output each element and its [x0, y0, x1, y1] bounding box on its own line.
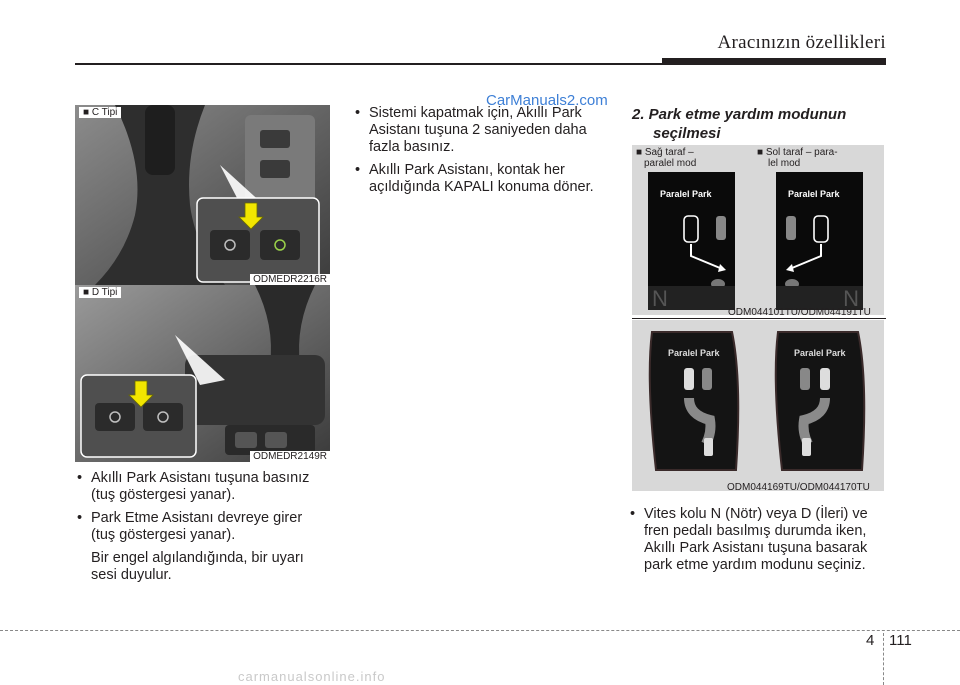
gear-indicator: N [652, 286, 668, 311]
gear-indicator: N [843, 286, 859, 311]
cluster-display-illustration [632, 320, 884, 491]
middle-bullet-list [353, 105, 609, 202]
figure-c-type [75, 105, 330, 285]
right-bullet-list [628, 506, 886, 580]
list-item-text: • Vites kolu N (Nötr) veya D (İleri) ve [644, 506, 868, 522]
gear-console-photo-d [75, 285, 330, 462]
list-item-text: • Akıllı Park Asistanı, kontak her [369, 162, 565, 178]
cluster-title-right: Paralel Park [668, 348, 720, 358]
step-heading-line: seçilmesi [653, 125, 721, 142]
figure-divider [632, 318, 886, 319]
parking-screen-right [648, 172, 735, 310]
list-item-text: • Akıllı Park Asistanı tuşuna basınız [91, 470, 310, 486]
figure-code: ODMEDR2149R [250, 451, 330, 462]
figure-code: ODM044169TU/ODM044170TU [727, 482, 870, 493]
gear-console-photo-c [75, 105, 330, 285]
figure-label: ■ C Tipi [79, 107, 121, 118]
list-item-text: (tuş göstergesi yanar). [91, 527, 236, 543]
cluster-title-left: Paralel Park [794, 348, 846, 358]
caption-line: ■ Sol taraf – para- [757, 147, 838, 158]
step-heading [632, 105, 892, 143]
list-item [628, 506, 886, 574]
list-item-text: fazla basınız. [369, 139, 455, 155]
list-item-text: Akıllı Park Asistanı tuşuna basarak [644, 540, 868, 556]
figure-d-type [75, 285, 330, 462]
list-item [75, 510, 331, 544]
list-item-text: Asistanı tuşuna 2 saniyeden daha [369, 122, 587, 138]
list-item-text: (tuş göstergesi yanar). [91, 487, 236, 503]
watermark-footer: carmanualsonline.info [238, 669, 386, 684]
list-item-text: • Park Etme Asistanı devreye girer [91, 510, 303, 526]
watermark-link[interactable]: CarManuals2.com [486, 92, 608, 109]
list-item [75, 470, 331, 504]
list-item [353, 105, 609, 156]
caption-line: lel mod [768, 158, 801, 169]
list-item-text: • Sistemi kapatmak için, Akıllı Park [369, 105, 582, 121]
figure-code: ODM044101TU/ODM044191TU [728, 307, 871, 318]
figure-caption [757, 147, 838, 169]
chapter-number: 4 [866, 632, 875, 649]
left-bullet-list [75, 470, 331, 584]
step-heading-line: 2. Park etme yardım modunun [632, 106, 847, 123]
list-item [353, 162, 609, 196]
figure-label: ■ D Tipi [79, 287, 121, 298]
list-item-text: fren pedalı basılmış durumda iken, [644, 523, 867, 539]
header-rule-accent [662, 58, 886, 65]
parking-figure-display [632, 145, 884, 315]
caption-line: paralel mod [644, 158, 697, 169]
screen-title: Paralel Park [660, 189, 712, 199]
screen-title: Paralel Park [788, 189, 840, 199]
caption-line: ■ Sağ taraf – [636, 147, 694, 158]
header-rule [75, 63, 665, 65]
note-line: Bir engel algılandığında, bir uyarı [91, 550, 304, 566]
parking-screen-left [776, 172, 863, 310]
parking-figure-cluster [632, 320, 884, 491]
page-number: 111 [889, 632, 912, 649]
note-line: sesi duyulur. [91, 567, 172, 583]
list-item-text: açıldığında KAPALI konuma döner. [369, 179, 594, 195]
note-text [75, 550, 331, 584]
page-number-separator [883, 633, 884, 685]
section-title: Aracınızın özellikleri [717, 32, 886, 53]
footer-rule [0, 630, 960, 631]
figure-caption [636, 147, 696, 169]
figure-code: ODMEDR2216R [250, 274, 330, 285]
list-item-text: park etme yardım modunu seçiniz. [644, 557, 866, 573]
